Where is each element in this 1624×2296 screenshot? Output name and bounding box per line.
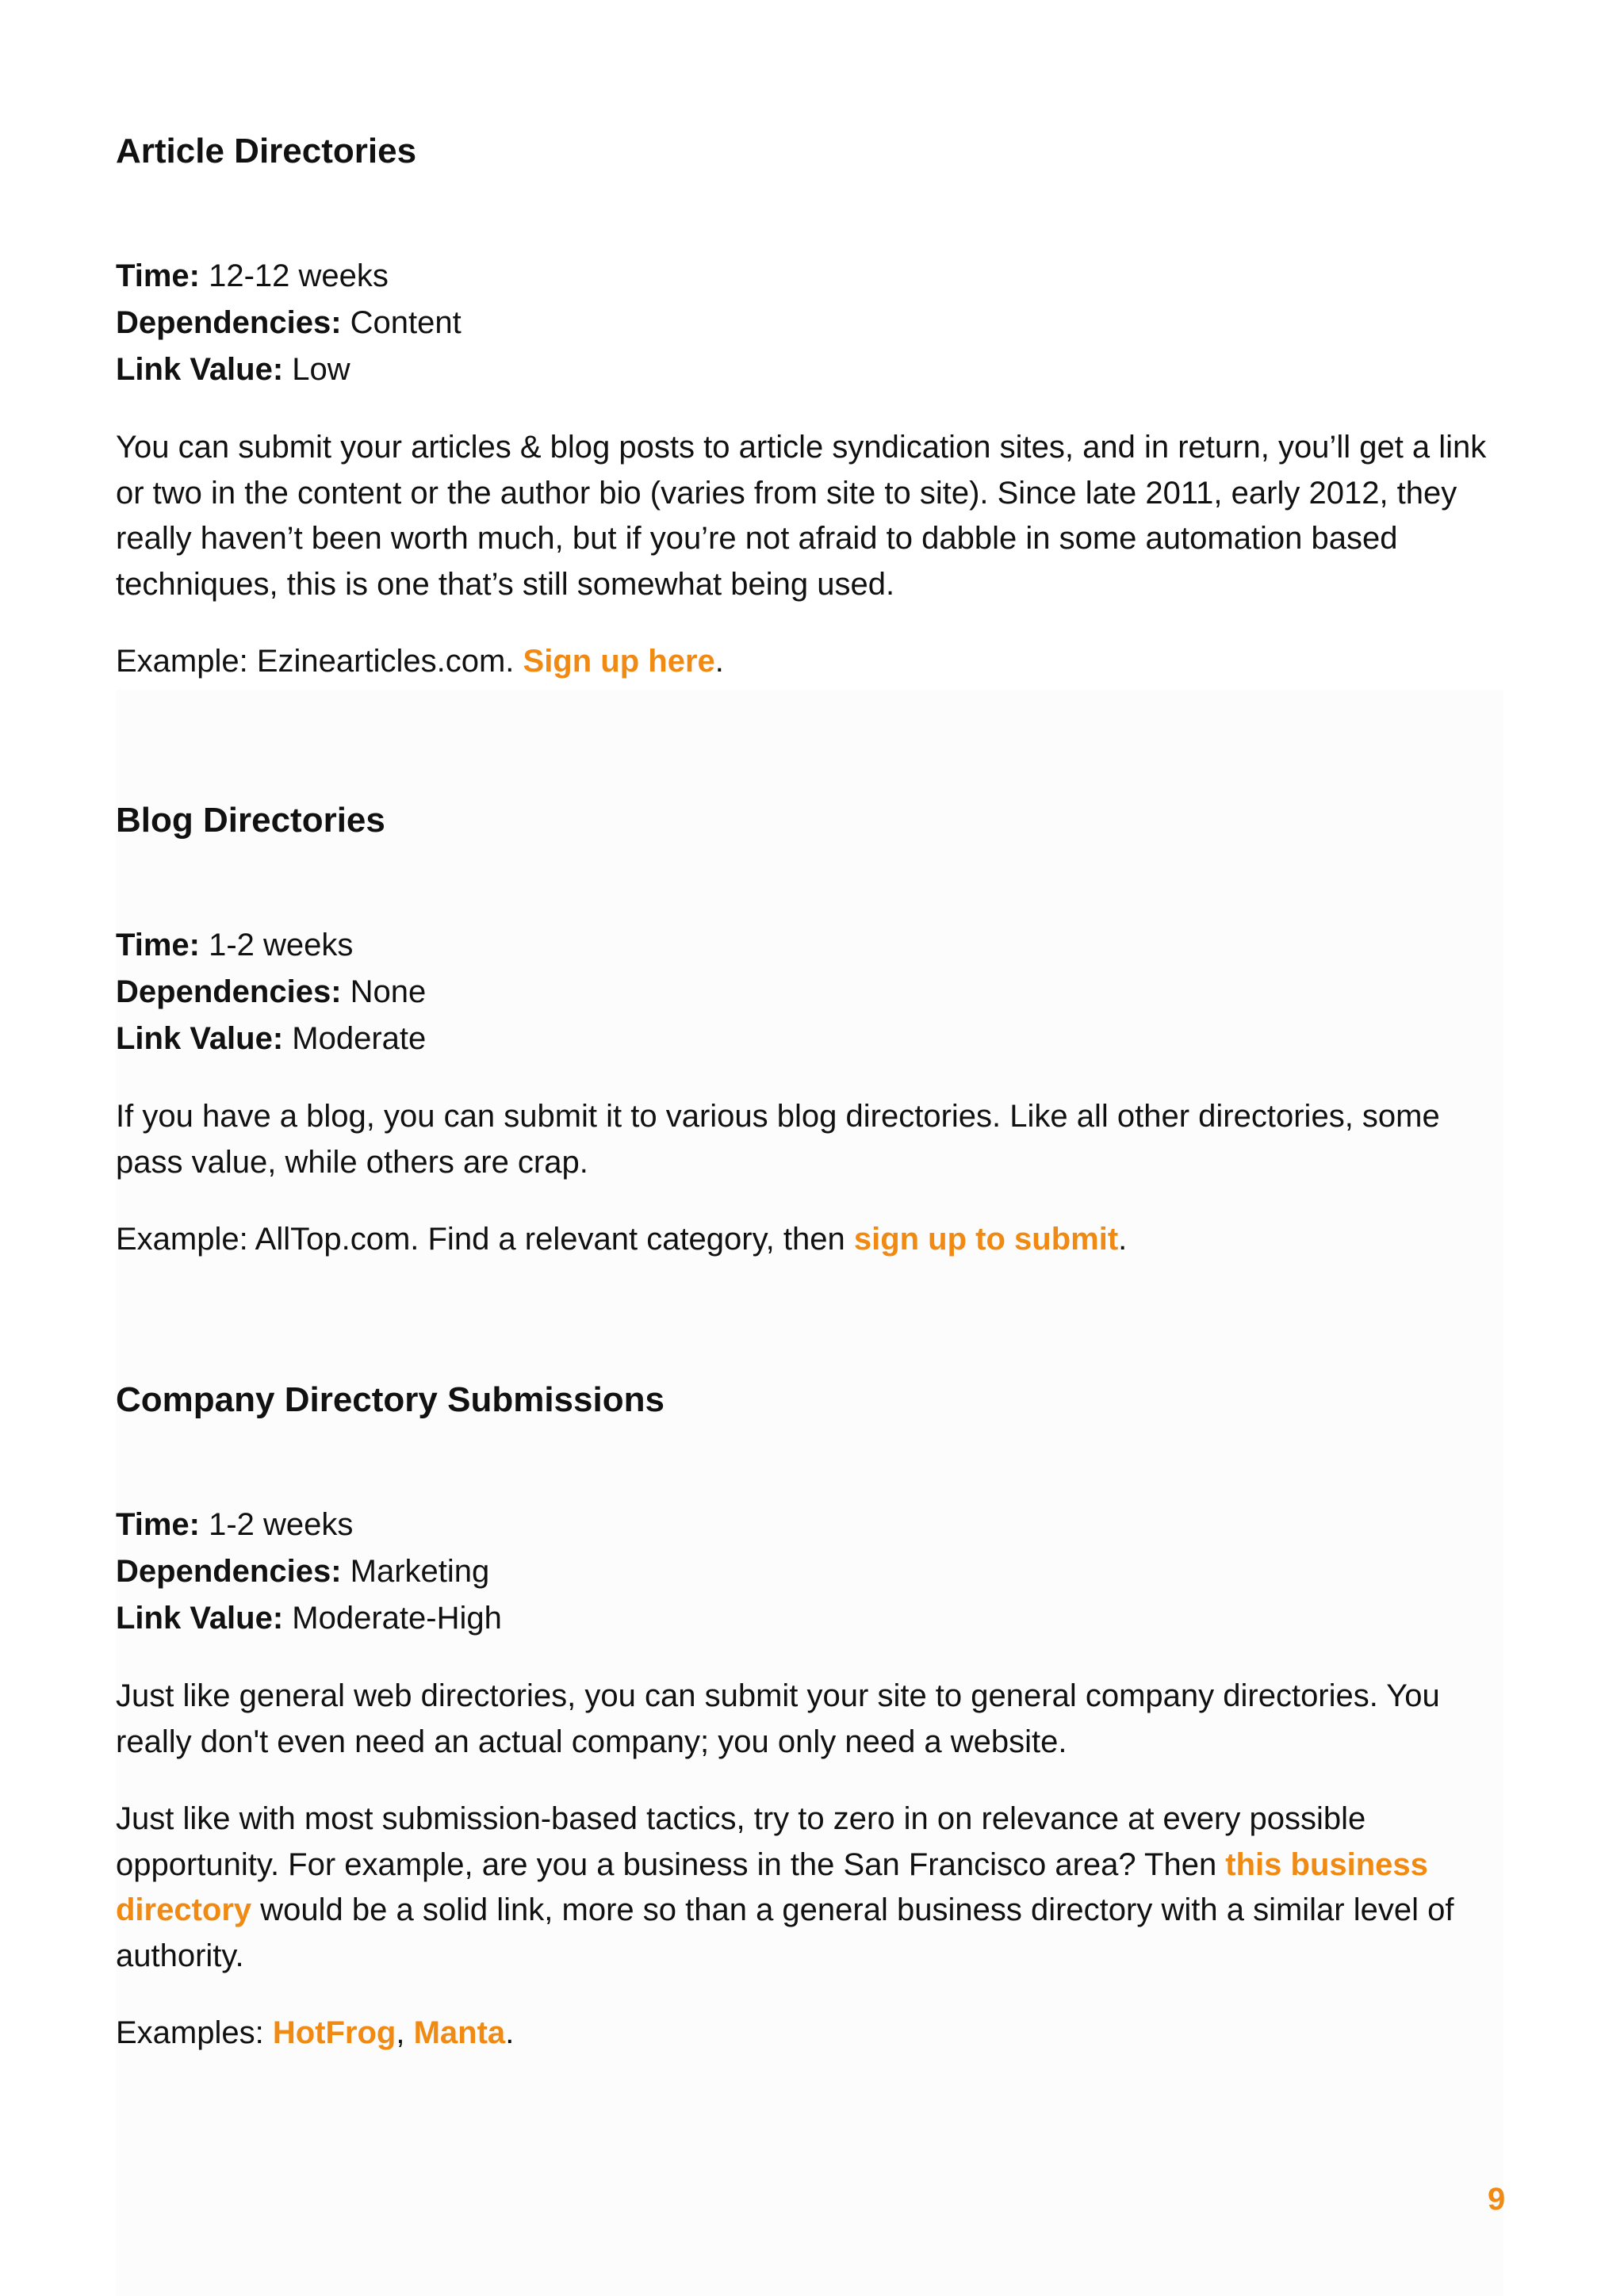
dependencies-label: Dependencies: bbox=[116, 305, 342, 340]
body-paragraph-2 bbox=[116, 1797, 1511, 1979]
example-line bbox=[116, 1217, 1511, 1263]
page-number: 9 bbox=[1488, 2182, 1506, 2217]
dependencies-label: Dependencies: bbox=[116, 974, 342, 1009]
examples-prefix: Examples: bbox=[116, 2015, 273, 2050]
sign-up-to-submit-link[interactable]: sign up to submit bbox=[853, 1222, 1119, 1257]
dependencies-label: Dependencies: bbox=[116, 1554, 342, 1589]
link-value-row bbox=[116, 346, 1511, 393]
link-value-row bbox=[116, 1595, 1511, 1642]
paragraph-prefix: Just like with most submission-based tactics, try to zero in on relevance at every possible opportunity. For example, are you a business in the San Francisco area? Then bbox=[116, 1801, 1366, 1882]
meta-block bbox=[116, 253, 1511, 393]
dependencies-row bbox=[116, 969, 1511, 1016]
body-paragraph: Just like general web directories, you can submit your site to general company directories. You really don't even need an actual company; you only need a website. bbox=[116, 1678, 1440, 1759]
hotfrog-link[interactable]: HotFrog bbox=[272, 2015, 396, 2050]
time-row bbox=[116, 922, 1511, 969]
time-label: Time: bbox=[116, 928, 200, 962]
examples-suffix: . bbox=[505, 2015, 515, 2050]
section-blog-directories bbox=[116, 798, 1511, 1263]
examples-separator: , bbox=[396, 2015, 414, 2050]
link-value-value: Moderate-High bbox=[292, 1601, 502, 1636]
link-value-row bbox=[116, 1016, 1511, 1062]
section-title: Article Directories bbox=[116, 132, 417, 170]
body-paragraph: You can submit your articles & blog posts to article syndication sites, and in return, you’ll get a link or two in the content or the author bio (varies from site to site). Since late 2011, early 2012, they really haven’t been worth much, but if you’re not afraid to dabble in some automation based techniques, this is one that’s still somewhat being used. bbox=[116, 430, 1487, 602]
time-value: 1-2 weeks bbox=[209, 1507, 354, 1542]
dependencies-row bbox=[116, 1548, 1511, 1595]
manta-link[interactable]: Manta bbox=[413, 2015, 506, 2050]
paragraph-suffix: would be a solid link, more so than a general business directory with a similar level of authority. bbox=[116, 1892, 1454, 1973]
time-value: 12-12 weeks bbox=[209, 258, 389, 293]
body-paragraph: If you have a blog, you can submit it to various blog directories. Like all other directories, some pass value, while others are crap. bbox=[116, 1099, 1440, 1180]
time-row bbox=[116, 1502, 1511, 1548]
time-value: 1-2 weeks bbox=[209, 928, 354, 962]
example-suffix: . bbox=[1118, 1222, 1128, 1257]
section-article-directories bbox=[116, 129, 1511, 685]
link-value-label: Link Value: bbox=[116, 352, 284, 387]
dependencies-value: None bbox=[350, 974, 427, 1009]
time-label: Time: bbox=[116, 1507, 200, 1542]
example-line bbox=[116, 639, 1511, 685]
dependencies-row bbox=[116, 300, 1511, 346]
meta-block bbox=[116, 1502, 1511, 1642]
example-suffix: . bbox=[714, 644, 724, 679]
meta-block bbox=[116, 922, 1511, 1062]
time-row bbox=[116, 253, 1511, 300]
example-prefix: Example: AllTop.com. Find a relevant category, then bbox=[116, 1222, 854, 1257]
link-value-value: Moderate bbox=[292, 1021, 427, 1056]
examples-line bbox=[116, 2011, 1511, 2057]
time-label: Time: bbox=[116, 258, 200, 293]
sign-up-link[interactable]: Sign up here bbox=[523, 644, 715, 679]
business-directory-link[interactable]: this business directory bbox=[116, 1846, 1428, 1927]
section-company-directory-submissions bbox=[116, 1378, 1511, 2057]
dependencies-value: Marketing bbox=[350, 1554, 490, 1589]
dependencies-value: Content bbox=[350, 305, 462, 340]
link-value-value: Low bbox=[292, 352, 350, 387]
link-value-label: Link Value: bbox=[116, 1601, 284, 1636]
example-prefix: Example: Ezinearticles.com. bbox=[116, 644, 523, 679]
section-title: Blog Directories bbox=[116, 801, 385, 840]
link-value-label: Link Value: bbox=[116, 1021, 284, 1056]
section-title: Company Directory Submissions bbox=[116, 1380, 665, 1419]
